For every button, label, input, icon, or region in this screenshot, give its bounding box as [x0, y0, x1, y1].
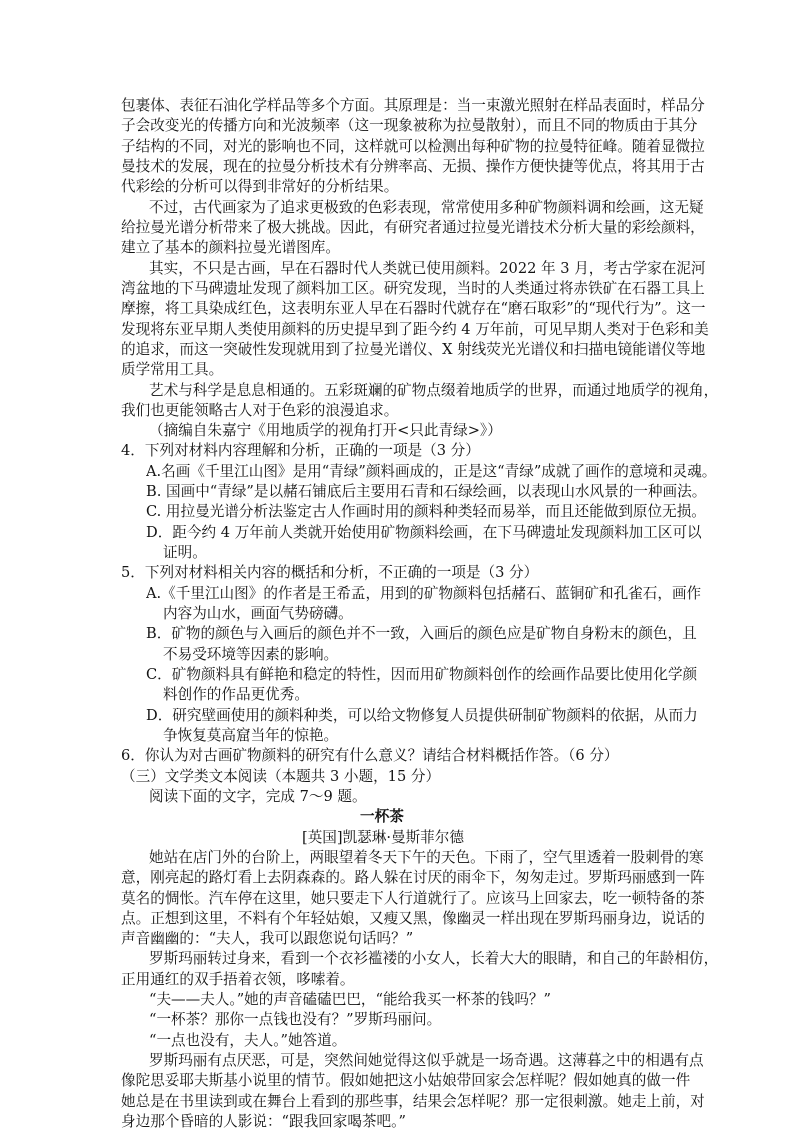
question-5-option-a-cont: 内容为山水，画面气势磅礴。: [163, 605, 353, 622]
question-5-option-c: C．矿物颜料具有鲜艳和稳定的特性，因而用矿物颜料创作的绘画作品要比使用化学颜: [146, 666, 698, 683]
passage-line: 质学常用工具。: [121, 361, 224, 379]
question-5-stem: 5．下列对材料相关内容的概括和分析，不正确的一项是（3 分）: [121, 564, 539, 582]
passage-line: 发现将东亚早期人类使用颜料的历史提早到了距今约 4 万年前，可见早期人类对于色彩和美: [121, 320, 709, 338]
passage-line: 摩擦，将工具染成红色，这表明东亚人早在石器时代就存在“磨石取彩”的“现代行为”。这一: [121, 300, 706, 318]
passage-line: 不过，古代画家为了追求更极致的色彩表现，常常使用多种矿物颜料调和绘画，这无疑: [149, 198, 704, 216]
story-line: 罗斯玛丽有点厌恶，可是，突然间她觉得这似乎就是一场奇遇。这薄暮之中的相遇有点: [149, 1052, 704, 1069]
story-line: 声音幽幽的：“夫人，我可以跟您说句话吗？”: [121, 930, 414, 948]
question-5-option-b-cont: 不易受环境等因素的影响。: [163, 645, 339, 663]
story-author: [英国]凯瑟琳·曼斯菲尔德: [302, 828, 464, 846]
question-5-option-d-cont: 争恢复莫高窟当年的惊艳。: [163, 726, 339, 744]
story-line: 她站在店门外的台阶上，两眼望着冬天下午的天色。下雨了，空气里透着一股刺骨的寒: [149, 848, 704, 866]
question-4-option-b: B. 国画中“青绿”是以赭石铺底后主要用石青和石绿绘画，以表现山水风景的一种画法。: [146, 483, 707, 501]
question-6: 6．你认为对古画矿物颜料的研究有什么意义？请结合材料概括作答。（6 分）: [121, 747, 619, 765]
source-citation: （摘编自朱嘉宁《用地质学的视角打开<只此青绿>》）: [149, 422, 502, 440]
question-5-option-a: A.《千里江山图》的作者是王希孟，用到的矿物颜料包括赭石、蓝铜矿和孔雀石，画作: [146, 584, 702, 602]
story-line: 莫名的惆怅。汽车停在这里，她只要走下人行道就行了。应该马上回家去，吃一顿特备的茶: [121, 889, 705, 907]
passage-line: 包裹体、表征石油化学样品等多个方面。其原理是：当一束激光照射在样品表面时，样品分: [121, 97, 705, 114]
passage-line: 我们也更能领略古人对于色彩的浪漫追求。: [121, 401, 399, 419]
question-5-option-c-cont: 料创作的作品更优秀。: [163, 686, 309, 704]
story-line: 正用通红的双手捂着衣领，哆嗦着。: [121, 970, 355, 988]
question-4-option-d-cont: 证明。: [163, 544, 207, 561]
passage-line: 给拉曼光谱分析带来了极大挑战。因此，有研究者通过拉曼光谱技术分析大量的彩绘颜料，: [121, 218, 705, 236]
passage-line: 建立了基本的颜料拉曼光谱图库。: [121, 239, 340, 257]
story-title: 一杯茶: [360, 808, 404, 826]
story-line: 像陀思妥耶夫斯基小说里的情节。假如她把这小姑娘带回家会怎样呢？假如她真的做一件: [121, 1072, 691, 1090]
question-4-option-c: C. 用拉曼光谱分析法鉴定古人作画时用的颜料种类轻而易举，而且还能做到原位无损。: [146, 503, 706, 521]
passage-line: 的追求，而这一突破性发现就用到了拉曼光谱仪、X 射线荧光光谱仪和扫描电镜能谱仪等地: [121, 340, 706, 358]
story-line: “一杯茶？那你一点钱也没有？”罗斯玛丽问。: [149, 1011, 442, 1029]
story-line: 罗斯玛丽转过身来，看到一个衣衫褴褛的小女人，长着大大的眼睛，和自己的年龄相仿，: [149, 950, 719, 968]
story-line: “一点也没有，夫人。”她答道。: [149, 1031, 347, 1049]
passage-line: 湾盆地的下马碑遗址发现了颜料加工区。研究发现，当时的人类通过将赤铁矿在石器工具上: [121, 279, 705, 297]
section-heading: （三）文学类文本阅读（本题共 3 小题，15 分）: [121, 767, 441, 785]
story-line: 意，刚亮起的路灯看上去阴森森的。路人躲在讨厌的雨伞下，匆匆走过。罗斯玛丽感到一阵: [121, 869, 705, 887]
story-line: “夫——夫人。”她的声音磕磕巴巴，“能给我买一杯茶的钱吗？”: [149, 991, 551, 1009]
question-5-option-b: B．矿物的颜色与入画后的颜色并不一致，入画后的颜色应是矿物自身粉末的颜色，且: [146, 625, 697, 643]
question-4-stem: 4．下列对材料内容理解和分析，正确的一项是（3 分）: [121, 442, 480, 460]
section-instruction: 阅读下面的文字，完成 7～9 题。: [149, 787, 367, 805]
passage-line: 曼技术的发展，现在的拉曼分析技术有分辨率高、无损、操作方便快捷等优点，将其用于古: [121, 158, 705, 175]
story-line: 身边那个昏暗的人影说：“跟我回家喝茶吧。”: [121, 1113, 406, 1130]
question-4-option-a: A.名画《千里江山图》是用“青绿”颜料画成的，正是这“青绿”成就了画作的意境和灵魂。: [146, 462, 717, 480]
question-4-option-d: D．距今约 4 万年前人类就开始使用矿物颜料绘画，在下马碑遗址发现颜料加工区可以: [146, 523, 702, 541]
passage-line: 代彩绘的分析可以得到非常好的分析结果。: [121, 178, 399, 196]
question-5-option-d: D．研究壁画使用的颜料种类，可以给文物修复人员提供研制矿物颜料的依据，从而力: [146, 706, 698, 724]
passage-line: 子结构的不同，对光的影响也不同，这样就可以检测出每种矿物的拉曼特征峰。随着显微拉: [121, 137, 705, 155]
story-line: 点。正想到这里，不料有个年轻姑娘，又瘦又黑，像幽灵一样出现在罗斯玛丽身边，说话的: [121, 909, 705, 927]
story-line: 她总是在书里读到或在舞台上看到的那些事，结果会怎样呢？那一定很刺激。她走上前，对: [121, 1092, 705, 1110]
passage-line: 艺术与科学是息息相通的。五彩斑斓的矿物点缀着地质学的世界，而通过地质学的视角，: [149, 381, 719, 399]
passage-line: 其实，不只是古画，早在石器时代人类就已使用颜料。2022 年 3 月，考古学家在泥河: [149, 259, 706, 277]
passage-line: 子会改变光的传播方向和光波频率（这一现象被称为拉曼散射），而且不同的物质由于其分: [121, 117, 698, 135]
